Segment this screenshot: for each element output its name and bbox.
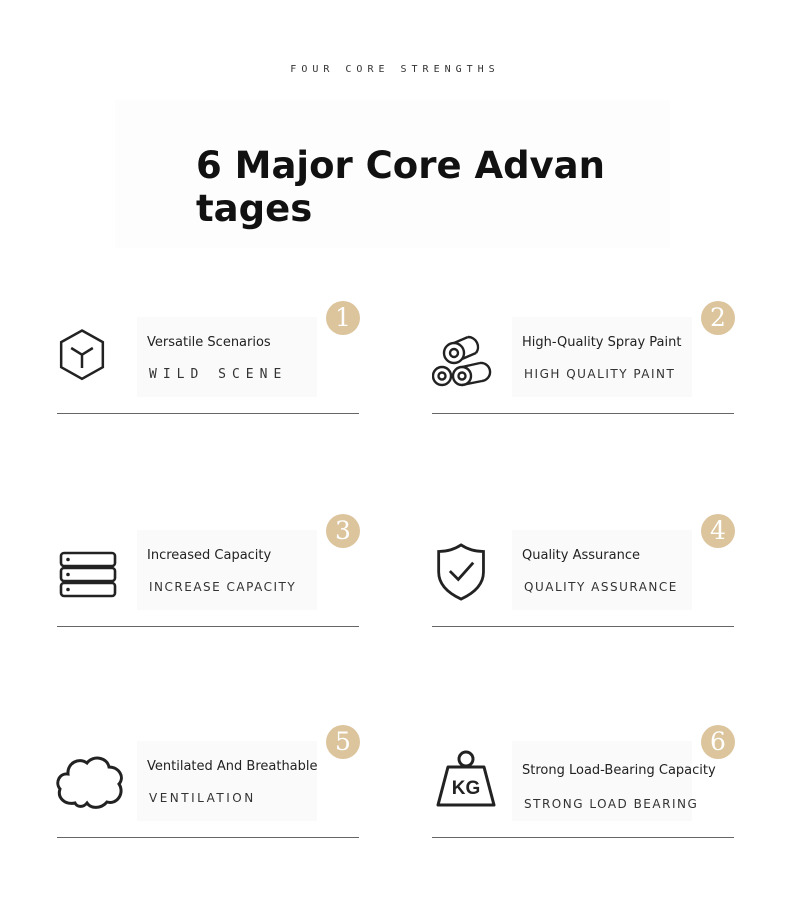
divider (432, 837, 734, 838)
item-subtitle: STRONG LOAD BEARING (524, 797, 699, 811)
shield-check-icon (434, 542, 490, 602)
item-title: Ventilated And Breathable (147, 759, 318, 774)
weight-kg-icon (434, 749, 498, 809)
page-title: 6 Major Core Advantages (196, 144, 605, 230)
hexagon-icon (57, 325, 117, 391)
advantage-card-2 (432, 303, 734, 437)
rolls-icon (432, 331, 492, 391)
divider (57, 413, 359, 414)
divider (432, 626, 734, 627)
item-subtitle: INCREASE CAPACITY (149, 580, 297, 594)
item-subtitle: HIGH QUALITY PAINT (524, 367, 676, 381)
item-title: High-Quality Spray Paint (522, 335, 682, 350)
advantage-card-6 (432, 727, 734, 861)
item-subtitle: QUALITY ASSURANCE (524, 580, 678, 594)
number-badge: 2 (701, 301, 735, 335)
number-badge: 4 (701, 514, 735, 548)
advantage-card-3 (57, 516, 359, 650)
number-badge: 6 (701, 725, 735, 759)
item-title: Versatile Scenarios (147, 335, 271, 350)
advantage-card-5 (57, 727, 359, 861)
number-badge: 1 (326, 301, 360, 335)
section-subtitle: FOUR CORE STRENGTHS (290, 64, 500, 75)
advantage-card-1 (57, 303, 359, 437)
divider (57, 626, 359, 627)
item-title: Quality Assurance (522, 548, 640, 563)
item-subtitle: VENTILATION (149, 791, 256, 805)
item-title: Increased Capacity (147, 548, 272, 563)
stack-icon (59, 550, 119, 600)
divider (432, 413, 734, 414)
number-badge: 5 (326, 725, 360, 759)
cloud-icon (55, 751, 125, 811)
advantage-card-4 (432, 516, 734, 650)
item-title: Strong Load-Bearing Capacity (522, 763, 716, 778)
item-subtitle: WILD SCENE (149, 367, 288, 382)
number-badge: 3 (326, 514, 360, 548)
divider (57, 837, 359, 838)
svg-text:KG: KG (451, 778, 481, 799)
